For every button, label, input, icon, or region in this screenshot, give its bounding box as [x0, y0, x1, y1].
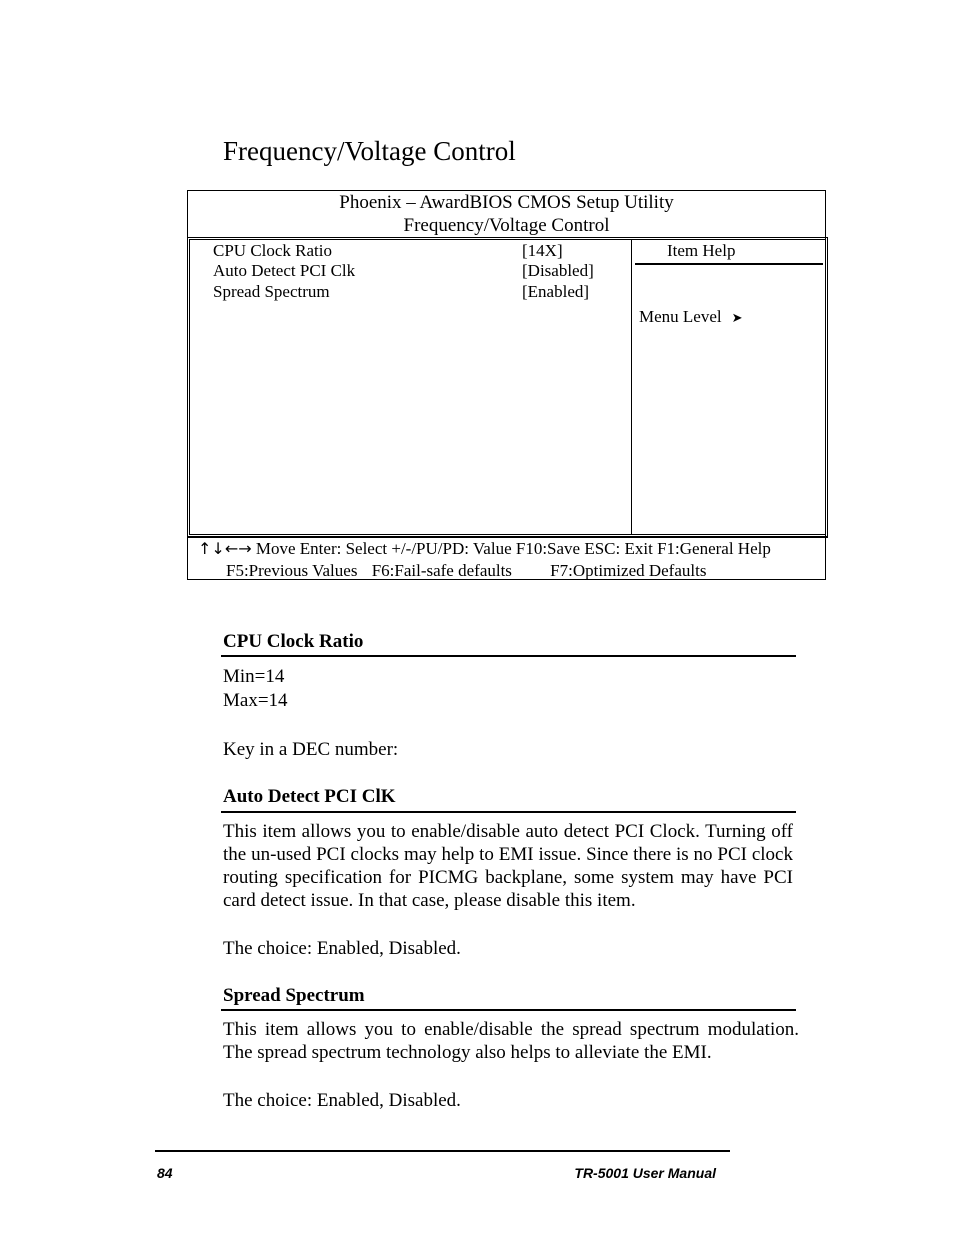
help-title-underline — [635, 263, 823, 265]
f5-key-help: F5:Previous Values — [226, 561, 358, 580]
arrow-right-icon: ➤ — [731, 311, 743, 326]
bios-item-spread-spectrum[interactable]: Spread Spectrum — [213, 282, 330, 301]
auto-detect-pci-clk-description: This item allows you to enable/disable auto detect PCI Clock. Turning off the un-used PCI clocks may help to EMI issue. Since there is no PCI clock routing specification for PICMG backplane, some system may have PCI card detect issue. In that case, please disable this item. — [223, 821, 793, 911]
cpu-clock-note: Key in a DEC number: — [223, 739, 399, 760]
bios-value-auto-detect-pci-clk[interactable]: [Disabled] — [522, 261, 594, 280]
auto-detect-pci-clk-choice: The choice: Enabled, Disabled. — [223, 938, 461, 959]
bios-screen-title: Frequency/Voltage Control — [403, 215, 610, 236]
section-rule — [221, 655, 796, 657]
page-title: Frequency/Voltage Control — [223, 136, 516, 166]
bios-key-help-line1 — [198, 538, 771, 560]
bios-utility-title: Phoenix – AwardBIOS CMOS Setup Utility — [339, 192, 674, 213]
cpu-clock-min: Min=14 — [223, 666, 285, 687]
section-rule — [221, 1009, 796, 1011]
bios-key-help-line2 — [226, 561, 716, 581]
menu-level-label: Menu Level — [639, 307, 722, 326]
section-heading-auto-detect-pci-clk: Auto Detect PCI ClK — [223, 786, 396, 807]
bios-header — [188, 191, 825, 237]
menu-level — [639, 307, 743, 329]
bios-item-cpu-clock-ratio[interactable]: CPU Clock Ratio — [213, 241, 333, 260]
bios-value-cpu-clock-ratio[interactable]: [14X] — [522, 241, 563, 260]
f6-key-help: F6:Fail-safe defaults — [371, 561, 512, 580]
f7-key-help: F7:Optimized Defaults — [550, 561, 707, 580]
page-number: 84 — [157, 1165, 173, 1181]
bios-help-divider — [631, 239, 632, 535]
navigation-arrows-icon: ↑↓←→ — [198, 539, 252, 558]
cpu-clock-max: Max=14 — [223, 690, 288, 711]
spread-spectrum-description: This item allows you to enable/disable the spread spectrum modulation. The spread spectrum technology also helps to alleviate the EMI. — [223, 1019, 799, 1063]
section-rule — [221, 811, 796, 813]
section-heading-cpu-clock-ratio: CPU Clock Ratio — [223, 631, 364, 652]
manual-name: TR-5001 User Manual — [574, 1165, 716, 1181]
bios-item-auto-detect-pci-clk[interactable]: Auto Detect PCI Clk — [213, 261, 356, 280]
spread-spectrum-choice: The choice: Enabled, Disabled. — [223, 1090, 461, 1111]
section-heading-spread-spectrum: Spread Spectrum — [223, 985, 365, 1006]
bios-value-spread-spectrum[interactable]: [Enabled] — [522, 282, 590, 301]
item-help-title: Item Help — [667, 241, 736, 260]
bios-key-help-text: Move Enter: Select +/-/PU/PD: Value F10:Save ESC: Exit F1:General Help — [251, 539, 771, 558]
page-footer-rule — [155, 1150, 730, 1152]
